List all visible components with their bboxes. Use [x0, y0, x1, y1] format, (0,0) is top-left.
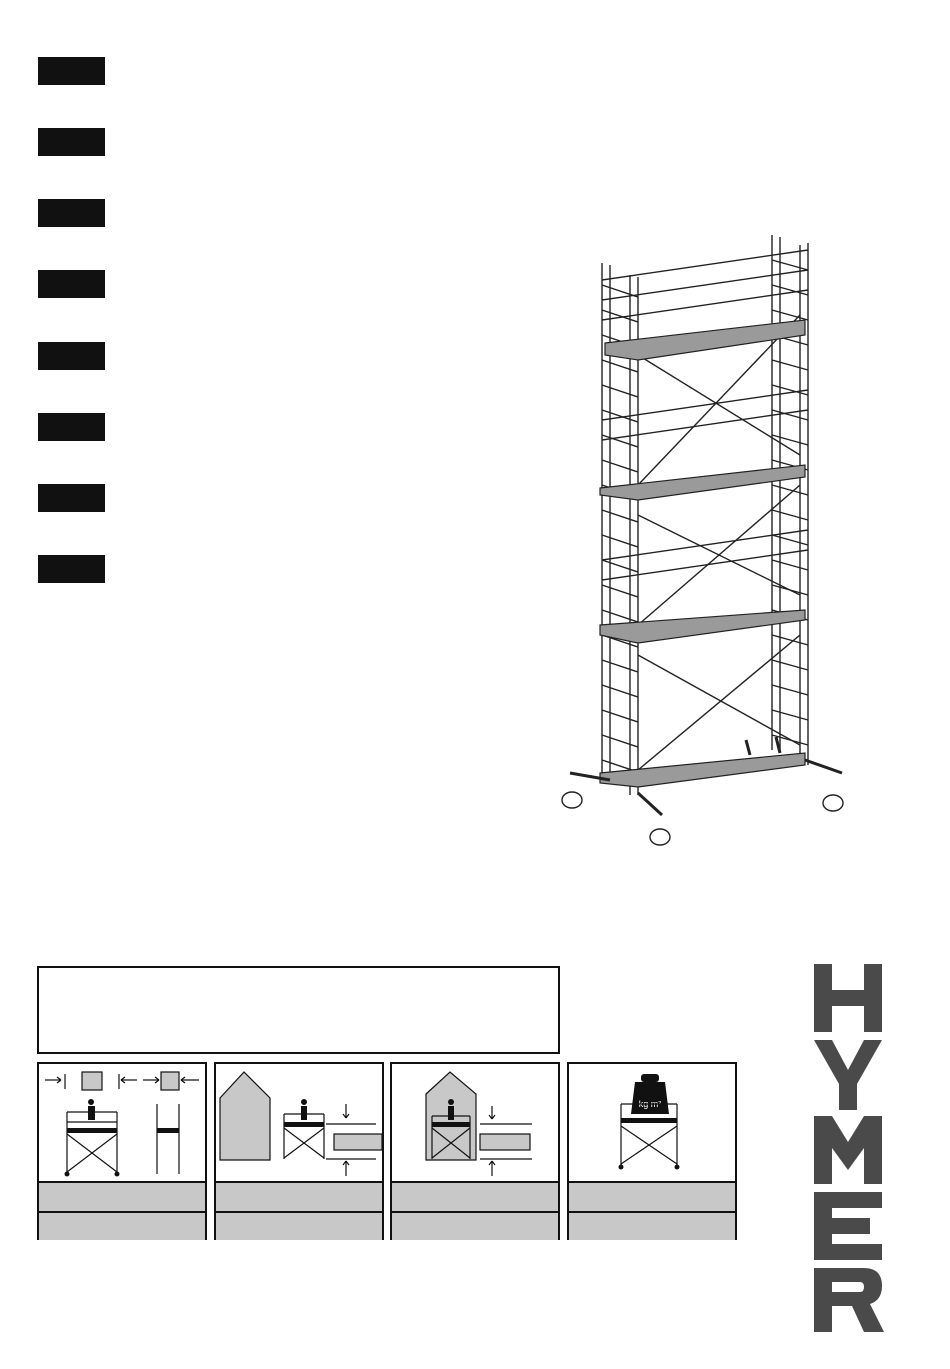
- scaffold-tower-illustration: [550, 225, 870, 850]
- language-tab: [38, 484, 105, 512]
- pictogram-caption-row: [392, 1211, 558, 1240]
- pictogram-caption-row: [216, 1181, 382, 1211]
- pictogram-caption-row: [569, 1211, 735, 1240]
- language-tab: [38, 270, 105, 298]
- weight-label: kg m²: [638, 1099, 662, 1109]
- pictogram-caption-row: [39, 1181, 205, 1211]
- pictogram-caption-row: [392, 1181, 558, 1211]
- weight-icon: [569, 1064, 735, 1181]
- notice-box: [37, 966, 560, 1054]
- pictogram-caption-row: [39, 1211, 205, 1240]
- pictogram-load-capacity: [567, 1062, 737, 1240]
- pictogram-indoor-only: [390, 1062, 560, 1240]
- language-tab: [38, 555, 105, 583]
- language-tab: [38, 199, 105, 227]
- language-tab: [38, 128, 105, 156]
- pictogram-wind-load: [37, 1062, 207, 1240]
- hymer-logo: [812, 962, 886, 1334]
- building-outside-icon: [216, 1064, 382, 1181]
- language-tab: [38, 342, 105, 370]
- building-inside-icon: [392, 1064, 558, 1181]
- pictogram-indoor-outdoor: [214, 1062, 384, 1240]
- pictogram-caption-row: [569, 1181, 735, 1211]
- language-tab: [38, 413, 105, 441]
- side-wind-icon: [39, 1064, 205, 1181]
- pictogram-caption-row: [216, 1211, 382, 1240]
- language-tab: [38, 57, 105, 85]
